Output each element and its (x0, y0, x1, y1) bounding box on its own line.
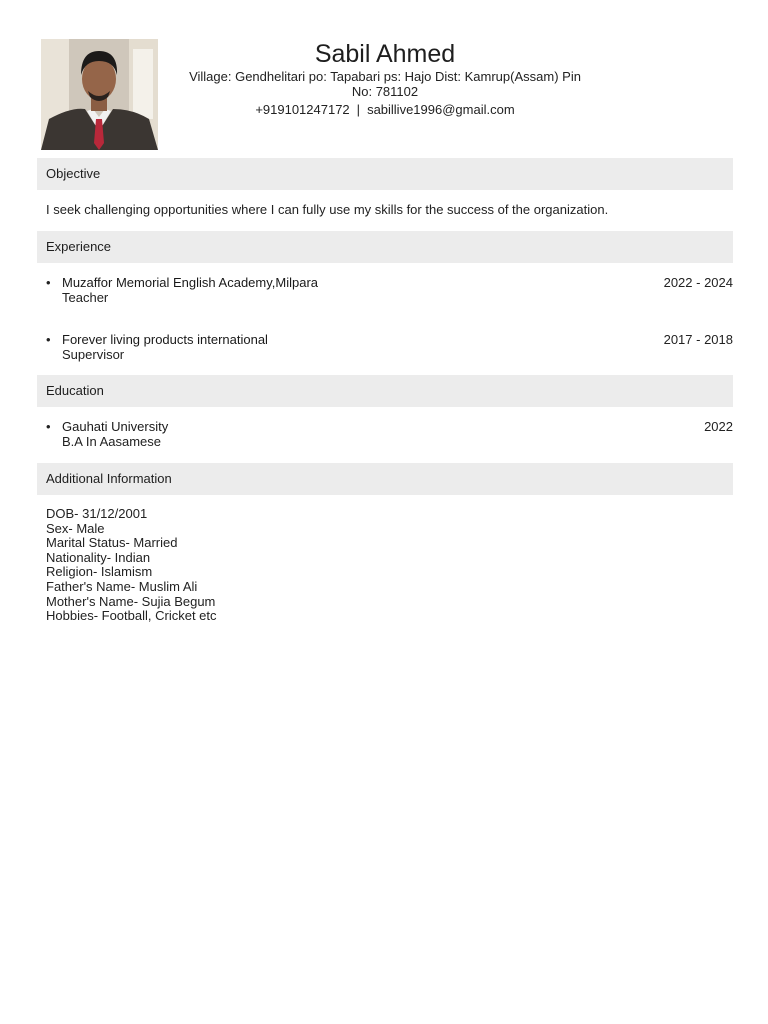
info-father-name: Father's Name- Muslim Ali (46, 578, 198, 594)
experience-entry (46, 275, 733, 309)
info-hobbies: Hobbies- Football, Cricket etc (46, 608, 217, 624)
info-religion: Religion- Islamism (46, 564, 153, 580)
degree-name: B.A In Aasamese (62, 434, 162, 449)
graduation-year: 2022 (704, 419, 733, 434)
info-dob: DOB- 31/12/2001 (46, 506, 148, 521)
employer-name: Muzaffor Memorial English Academy,Milpara (62, 275, 319, 290)
address-line-1: Village: Gendhelitari po: Tapabari ps: Hajo Dist: Kamrup(Assam) Pin (189, 69, 581, 84)
info-marital-status: Marital Status- Married (46, 535, 178, 551)
bullet-icon: • (46, 332, 51, 347)
address-line-2: No: 781102 (351, 83, 419, 99)
employment-dates: 2017 - 2018 (663, 332, 733, 347)
section-header-education: Education (37, 375, 733, 407)
section-header-objective: Objective (37, 158, 733, 190)
section-header-additional-information: Additional Information (37, 463, 733, 495)
info-nationality: Nationality- Indian (46, 549, 151, 565)
employer-name: Forever living products international (62, 332, 268, 347)
email-address: sabillive1996@gmail.com (367, 102, 515, 117)
phone-number: +919101247172 (255, 102, 350, 117)
education-entry (46, 419, 733, 453)
header (170, 38, 600, 118)
bullet-icon: • (46, 275, 51, 290)
profile-photo (41, 39, 158, 150)
contact-line (170, 102, 600, 118)
section-header-experience: Experience (37, 231, 733, 263)
objective-text: I seek challenging opportunities where I can fully use my skills for the success of the organization. (46, 202, 609, 217)
bullet-icon: • (46, 419, 51, 434)
job-role: Teacher (62, 290, 109, 305)
contact-separator: | (356, 102, 361, 117)
employment-dates: 2022 - 2024 (663, 275, 733, 290)
experience-entry (46, 332, 733, 366)
additional-information-list (46, 507, 217, 624)
candidate-name: Sabil Ahmed (314, 40, 456, 68)
job-role: Supervisor (62, 347, 125, 362)
institution-name: Gauhati University (62, 419, 169, 434)
info-sex: Sex- Male (46, 520, 105, 536)
info-mother-name: Mother's Name- Sujia Begum (46, 593, 216, 609)
